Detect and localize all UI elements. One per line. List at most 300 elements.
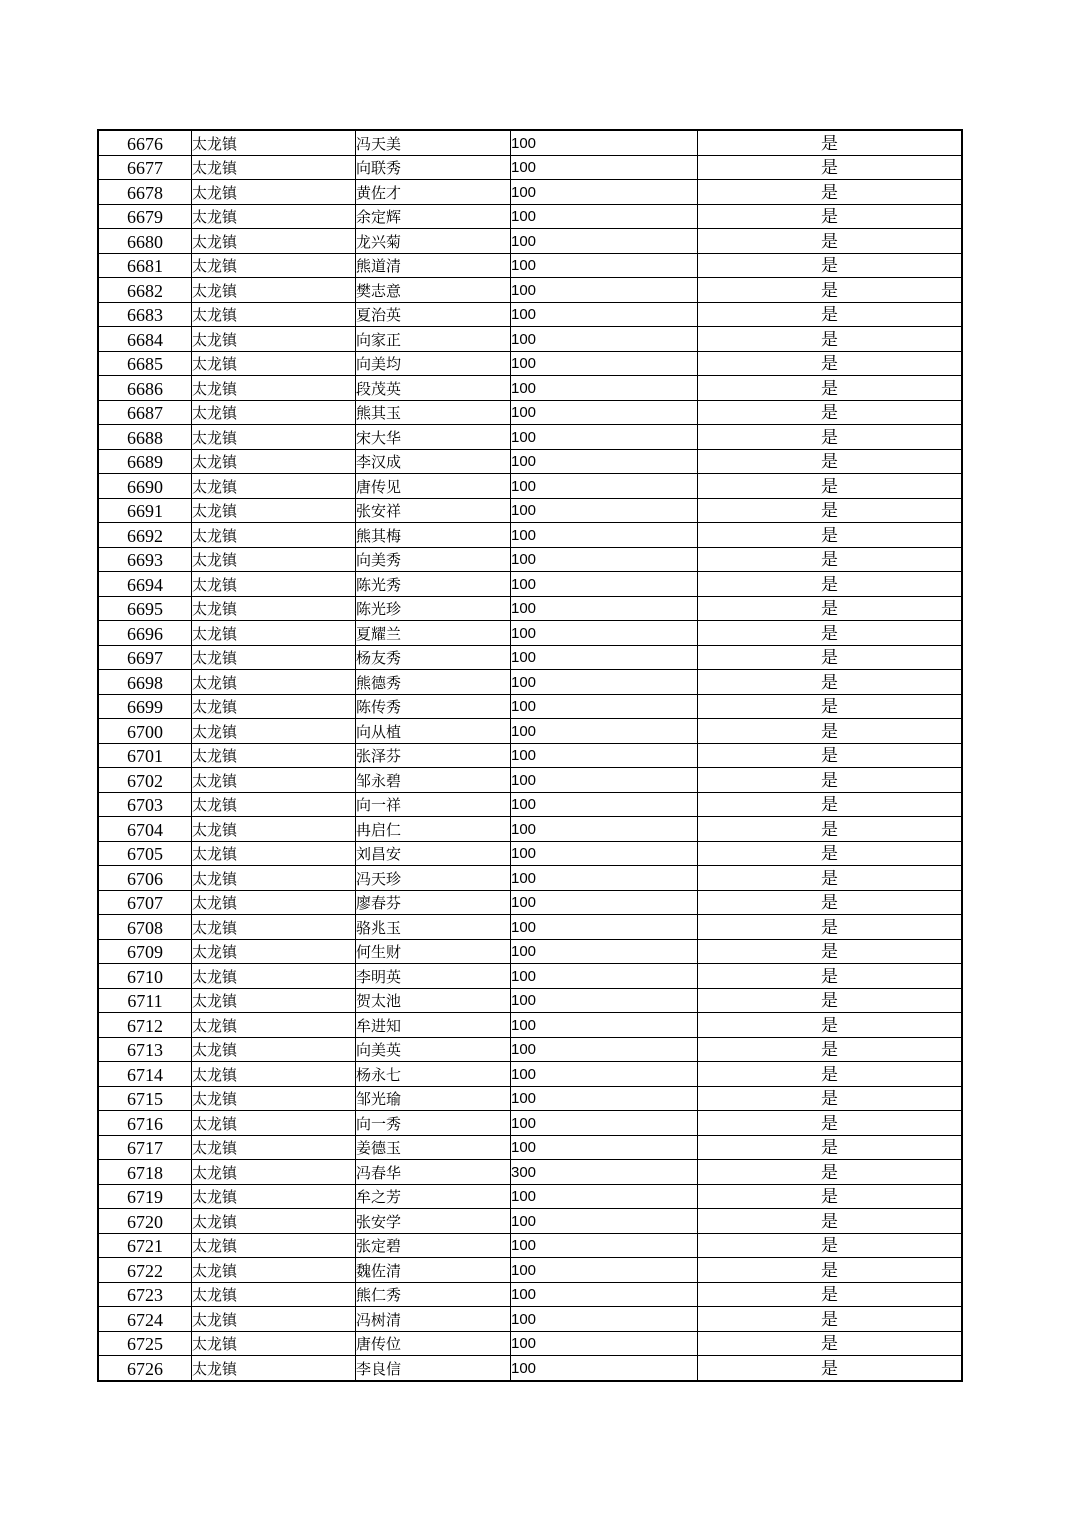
cell-serial-number: 6703 <box>98 792 192 817</box>
table-row <box>98 621 962 646</box>
cell-flag: 是 <box>698 523 963 548</box>
cell-flag: 是 <box>698 376 963 401</box>
cell-flag: 是 <box>698 694 963 719</box>
cell-person-name: 黄佐才 <box>356 180 511 205</box>
cell-flag: 是 <box>698 1160 963 1185</box>
cell-flag: 是 <box>698 1037 963 1062</box>
cell-flag: 是 <box>698 130 963 155</box>
cell-town: 太龙镇 <box>192 1037 356 1062</box>
cell-flag: 是 <box>698 866 963 891</box>
cell-town: 太龙镇 <box>192 1356 356 1381</box>
cell-flag: 是 <box>698 1184 963 1209</box>
cell-town: 太龙镇 <box>192 988 356 1013</box>
table-row <box>98 841 962 866</box>
cell-amount: 100 <box>511 155 698 180</box>
cell-flag: 是 <box>698 817 963 842</box>
cell-serial-number: 6723 <box>98 1282 192 1307</box>
cell-town: 太龙镇 <box>192 449 356 474</box>
cell-flag: 是 <box>698 278 963 303</box>
cell-serial-number: 6693 <box>98 547 192 572</box>
cell-town: 太龙镇 <box>192 1184 356 1209</box>
cell-serial-number: 6710 <box>98 964 192 989</box>
cell-person-name: 龙兴菊 <box>356 229 511 254</box>
cell-amount: 100 <box>511 596 698 621</box>
cell-town: 太龙镇 <box>192 768 356 793</box>
cell-amount: 100 <box>511 474 698 499</box>
cell-person-name: 骆兆玉 <box>356 915 511 940</box>
cell-flag: 是 <box>698 1209 963 1234</box>
table-row <box>98 498 962 523</box>
cell-town: 太龙镇 <box>192 670 356 695</box>
cell-person-name: 宋大华 <box>356 425 511 450</box>
cell-flag: 是 <box>698 474 963 499</box>
cell-amount: 100 <box>511 425 698 450</box>
cell-person-name: 夏治英 <box>356 302 511 327</box>
cell-serial-number: 6721 <box>98 1233 192 1258</box>
cell-flag: 是 <box>698 572 963 597</box>
cell-person-name: 熊仁秀 <box>356 1282 511 1307</box>
cell-flag: 是 <box>698 400 963 425</box>
cell-town: 太龙镇 <box>192 1086 356 1111</box>
table-row <box>98 792 962 817</box>
cell-amount: 300 <box>511 1160 698 1185</box>
cell-serial-number: 6699 <box>98 694 192 719</box>
cell-serial-number: 6682 <box>98 278 192 303</box>
table-row <box>98 523 962 548</box>
table-row <box>98 1356 962 1381</box>
cell-person-name: 向美英 <box>356 1037 511 1062</box>
cell-amount: 100 <box>511 1356 698 1381</box>
cell-serial-number: 6715 <box>98 1086 192 1111</box>
table-row <box>98 890 962 915</box>
cell-serial-number: 6713 <box>98 1037 192 1062</box>
cell-flag: 是 <box>698 768 963 793</box>
cell-serial-number: 6725 <box>98 1331 192 1356</box>
cell-amount: 100 <box>511 1013 698 1038</box>
cell-amount: 100 <box>511 253 698 278</box>
cell-town: 太龙镇 <box>192 792 356 817</box>
cell-person-name: 张定碧 <box>356 1233 511 1258</box>
cell-town: 太龙镇 <box>192 866 356 891</box>
table-row <box>98 1037 962 1062</box>
cell-serial-number: 6726 <box>98 1356 192 1381</box>
cell-flag: 是 <box>698 939 963 964</box>
cell-amount: 100 <box>511 376 698 401</box>
cell-town: 太龙镇 <box>192 229 356 254</box>
cell-person-name: 邹光瑜 <box>356 1086 511 1111</box>
cell-flag: 是 <box>698 890 963 915</box>
table-row <box>98 1135 962 1160</box>
cell-serial-number: 6680 <box>98 229 192 254</box>
table-row <box>98 694 962 719</box>
cell-town: 太龙镇 <box>192 964 356 989</box>
cell-flag: 是 <box>698 645 963 670</box>
table-row <box>98 915 962 940</box>
cell-person-name: 陈光珍 <box>356 596 511 621</box>
cell-town: 太龙镇 <box>192 180 356 205</box>
cell-person-name: 向一祥 <box>356 792 511 817</box>
cell-amount: 100 <box>511 1135 698 1160</box>
cell-town: 太龙镇 <box>192 915 356 940</box>
cell-flag: 是 <box>698 1086 963 1111</box>
cell-serial-number: 6677 <box>98 155 192 180</box>
cell-flag: 是 <box>698 1233 963 1258</box>
cell-town: 太龙镇 <box>192 841 356 866</box>
cell-serial-number: 6683 <box>98 302 192 327</box>
table-row <box>98 351 962 376</box>
cell-amount: 100 <box>511 964 698 989</box>
cell-person-name: 魏佐清 <box>356 1258 511 1283</box>
cell-flag: 是 <box>698 1111 963 1136</box>
cell-town: 太龙镇 <box>192 1209 356 1234</box>
cell-town: 太龙镇 <box>192 130 356 155</box>
table-row <box>98 964 962 989</box>
cell-amount: 100 <box>511 523 698 548</box>
cell-person-name: 贺太池 <box>356 988 511 1013</box>
cell-amount: 100 <box>511 719 698 744</box>
table-row <box>98 572 962 597</box>
cell-serial-number: 6709 <box>98 939 192 964</box>
table-row <box>98 743 962 768</box>
cell-serial-number: 6688 <box>98 425 192 450</box>
cell-serial-number: 6694 <box>98 572 192 597</box>
cell-amount: 100 <box>511 327 698 352</box>
cell-amount: 100 <box>511 645 698 670</box>
cell-serial-number: 6716 <box>98 1111 192 1136</box>
cell-person-name: 廖春芬 <box>356 890 511 915</box>
cell-serial-number: 6705 <box>98 841 192 866</box>
cell-town: 太龙镇 <box>192 376 356 401</box>
cell-amount: 100 <box>511 449 698 474</box>
table-row <box>98 449 962 474</box>
cell-amount: 100 <box>511 670 698 695</box>
cell-town: 太龙镇 <box>192 1062 356 1087</box>
cell-person-name: 向家正 <box>356 327 511 352</box>
cell-amount: 100 <box>511 1209 698 1234</box>
table-row <box>98 988 962 1013</box>
cell-flag: 是 <box>698 1013 963 1038</box>
table-row <box>98 768 962 793</box>
cell-town: 太龙镇 <box>192 1331 356 1356</box>
cell-person-name: 姜德玉 <box>356 1135 511 1160</box>
cell-amount: 100 <box>511 1331 698 1356</box>
cell-flag: 是 <box>698 988 963 1013</box>
cell-town: 太龙镇 <box>192 572 356 597</box>
cell-serial-number: 6724 <box>98 1307 192 1332</box>
cell-person-name: 夏耀兰 <box>356 621 511 646</box>
cell-amount: 100 <box>511 1282 698 1307</box>
cell-person-name: 张安祥 <box>356 498 511 523</box>
cell-person-name: 余定辉 <box>356 204 511 229</box>
cell-person-name: 唐传见 <box>356 474 511 499</box>
cell-town: 太龙镇 <box>192 155 356 180</box>
cell-serial-number: 6689 <box>98 449 192 474</box>
cell-flag: 是 <box>698 792 963 817</box>
cell-person-name: 冯春华 <box>356 1160 511 1185</box>
table-row <box>98 155 962 180</box>
cell-flag: 是 <box>698 670 963 695</box>
cell-person-name: 向联秀 <box>356 155 511 180</box>
table-row <box>98 645 962 670</box>
cell-serial-number: 6697 <box>98 645 192 670</box>
cell-town: 太龙镇 <box>192 498 356 523</box>
table-row <box>98 596 962 621</box>
cell-town: 太龙镇 <box>192 694 356 719</box>
cell-flag: 是 <box>698 498 963 523</box>
cell-amount: 100 <box>511 1062 698 1087</box>
table-row <box>98 425 962 450</box>
cell-town: 太龙镇 <box>192 817 356 842</box>
cell-person-name: 向美秀 <box>356 547 511 572</box>
cell-town: 太龙镇 <box>192 1111 356 1136</box>
cell-amount: 100 <box>511 743 698 768</box>
cell-person-name: 邹永碧 <box>356 768 511 793</box>
cell-person-name: 冯树清 <box>356 1307 511 1332</box>
cell-serial-number: 6686 <box>98 376 192 401</box>
cell-amount: 100 <box>511 621 698 646</box>
table-row <box>98 1307 962 1332</box>
cell-flag: 是 <box>698 621 963 646</box>
cell-person-name: 杨友秀 <box>356 645 511 670</box>
cell-flag: 是 <box>698 155 963 180</box>
cell-serial-number: 6711 <box>98 988 192 1013</box>
cell-serial-number: 6702 <box>98 768 192 793</box>
cell-town: 太龙镇 <box>192 327 356 352</box>
cell-flag: 是 <box>698 1356 963 1381</box>
cell-serial-number: 6707 <box>98 890 192 915</box>
cell-flag: 是 <box>698 253 963 278</box>
cell-amount: 100 <box>511 204 698 229</box>
cell-town: 太龙镇 <box>192 400 356 425</box>
cell-serial-number: 6719 <box>98 1184 192 1209</box>
cell-amount: 100 <box>511 694 698 719</box>
roster-table <box>97 129 963 1382</box>
cell-person-name: 李明英 <box>356 964 511 989</box>
cell-serial-number: 6695 <box>98 596 192 621</box>
table-row <box>98 327 962 352</box>
cell-town: 太龙镇 <box>192 1013 356 1038</box>
cell-amount: 100 <box>511 792 698 817</box>
table-row <box>98 670 962 695</box>
cell-person-name: 牟之芳 <box>356 1184 511 1209</box>
cell-amount: 100 <box>511 180 698 205</box>
cell-serial-number: 6698 <box>98 670 192 695</box>
cell-amount: 100 <box>511 130 698 155</box>
table-row <box>98 302 962 327</box>
cell-town: 太龙镇 <box>192 278 356 303</box>
cell-town: 太龙镇 <box>192 425 356 450</box>
cell-person-name: 刘昌安 <box>356 841 511 866</box>
table-row <box>98 474 962 499</box>
cell-person-name: 熊其玉 <box>356 400 511 425</box>
cell-person-name: 何生财 <box>356 939 511 964</box>
table-row <box>98 719 962 744</box>
cell-serial-number: 6690 <box>98 474 192 499</box>
cell-person-name: 唐传位 <box>356 1331 511 1356</box>
cell-town: 太龙镇 <box>192 302 356 327</box>
cell-amount: 100 <box>511 939 698 964</box>
cell-serial-number: 6687 <box>98 400 192 425</box>
cell-person-name: 李良信 <box>356 1356 511 1381</box>
cell-serial-number: 6720 <box>98 1209 192 1234</box>
table-row <box>98 1160 962 1185</box>
table-row <box>98 866 962 891</box>
cell-serial-number: 6712 <box>98 1013 192 1038</box>
cell-town: 太龙镇 <box>192 351 356 376</box>
cell-amount: 100 <box>511 498 698 523</box>
cell-flag: 是 <box>698 1282 963 1307</box>
cell-serial-number: 6708 <box>98 915 192 940</box>
cell-person-name: 陈传秀 <box>356 694 511 719</box>
cell-town: 太龙镇 <box>192 1233 356 1258</box>
cell-amount: 100 <box>511 351 698 376</box>
cell-person-name: 冯天美 <box>356 130 511 155</box>
cell-person-name: 陈光秀 <box>356 572 511 597</box>
cell-flag: 是 <box>698 1307 963 1332</box>
table-row <box>98 1209 962 1234</box>
cell-serial-number: 6717 <box>98 1135 192 1160</box>
cell-serial-number: 6722 <box>98 1258 192 1283</box>
table-row <box>98 376 962 401</box>
table-row <box>98 1062 962 1087</box>
cell-amount: 100 <box>511 1111 698 1136</box>
cell-flag: 是 <box>698 964 963 989</box>
table-row <box>98 278 962 303</box>
table-row <box>98 1282 962 1307</box>
cell-serial-number: 6701 <box>98 743 192 768</box>
cell-person-name: 杨永七 <box>356 1062 511 1087</box>
cell-flag: 是 <box>698 1062 963 1087</box>
cell-flag: 是 <box>698 180 963 205</box>
cell-amount: 100 <box>511 1184 698 1209</box>
cell-amount: 100 <box>511 302 698 327</box>
cell-serial-number: 6718 <box>98 1160 192 1185</box>
cell-amount: 100 <box>511 1258 698 1283</box>
table-row <box>98 1184 962 1209</box>
cell-amount: 100 <box>511 817 698 842</box>
cell-flag: 是 <box>698 449 963 474</box>
cell-amount: 100 <box>511 400 698 425</box>
cell-town: 太龙镇 <box>192 523 356 548</box>
cell-person-name: 向一秀 <box>356 1111 511 1136</box>
cell-town: 太龙镇 <box>192 1282 356 1307</box>
cell-amount: 100 <box>511 988 698 1013</box>
cell-town: 太龙镇 <box>192 743 356 768</box>
table-row <box>98 204 962 229</box>
cell-flag: 是 <box>698 1258 963 1283</box>
cell-amount: 100 <box>511 1037 698 1062</box>
cell-serial-number: 6684 <box>98 327 192 352</box>
cell-amount: 100 <box>511 1307 698 1332</box>
cell-person-name: 熊德秀 <box>356 670 511 695</box>
cell-serial-number: 6679 <box>98 204 192 229</box>
cell-town: 太龙镇 <box>192 1135 356 1160</box>
table-row <box>98 130 962 155</box>
table-row <box>98 1086 962 1111</box>
cell-person-name: 熊道清 <box>356 253 511 278</box>
cell-flag: 是 <box>698 351 963 376</box>
table-row <box>98 253 962 278</box>
cell-person-name: 向美均 <box>356 351 511 376</box>
cell-serial-number: 6676 <box>98 130 192 155</box>
cell-town: 太龙镇 <box>192 1307 356 1332</box>
table-row <box>98 1111 962 1136</box>
table-row <box>98 229 962 254</box>
cell-serial-number: 6691 <box>98 498 192 523</box>
cell-flag: 是 <box>698 302 963 327</box>
cell-person-name: 樊志意 <box>356 278 511 303</box>
cell-amount: 100 <box>511 915 698 940</box>
cell-town: 太龙镇 <box>192 1160 356 1185</box>
cell-serial-number: 6692 <box>98 523 192 548</box>
cell-flag: 是 <box>698 547 963 572</box>
cell-flag: 是 <box>698 327 963 352</box>
cell-person-name: 段茂英 <box>356 376 511 401</box>
cell-town: 太龙镇 <box>192 939 356 964</box>
cell-flag: 是 <box>698 743 963 768</box>
cell-amount: 100 <box>511 1233 698 1258</box>
cell-amount: 100 <box>511 1086 698 1111</box>
cell-amount: 100 <box>511 278 698 303</box>
cell-amount: 100 <box>511 768 698 793</box>
cell-amount: 100 <box>511 572 698 597</box>
cell-flag: 是 <box>698 596 963 621</box>
table-row <box>98 1013 962 1038</box>
cell-town: 太龙镇 <box>192 719 356 744</box>
cell-person-name: 牟进知 <box>356 1013 511 1038</box>
cell-town: 太龙镇 <box>192 890 356 915</box>
table-row <box>98 180 962 205</box>
cell-amount: 100 <box>511 841 698 866</box>
cell-person-name: 向从植 <box>356 719 511 744</box>
cell-town: 太龙镇 <box>192 204 356 229</box>
cell-town: 太龙镇 <box>192 621 356 646</box>
cell-flag: 是 <box>698 229 963 254</box>
table-row <box>98 1258 962 1283</box>
cell-person-name: 张泽芬 <box>356 743 511 768</box>
cell-amount: 100 <box>511 229 698 254</box>
cell-person-name: 李汉成 <box>356 449 511 474</box>
cell-town: 太龙镇 <box>192 645 356 670</box>
table-row <box>98 817 962 842</box>
cell-serial-number: 6700 <box>98 719 192 744</box>
cell-flag: 是 <box>698 1331 963 1356</box>
table-row <box>98 400 962 425</box>
cell-flag: 是 <box>698 915 963 940</box>
cell-serial-number: 6678 <box>98 180 192 205</box>
cell-town: 太龙镇 <box>192 547 356 572</box>
cell-town: 太龙镇 <box>192 253 356 278</box>
roster-body <box>98 130 962 1381</box>
cell-amount: 100 <box>511 547 698 572</box>
cell-person-name: 熊其梅 <box>356 523 511 548</box>
cell-person-name: 冯天珍 <box>356 866 511 891</box>
cell-person-name: 冉启仁 <box>356 817 511 842</box>
cell-person-name: 张安学 <box>356 1209 511 1234</box>
cell-serial-number: 6685 <box>98 351 192 376</box>
cell-flag: 是 <box>698 1135 963 1160</box>
cell-town: 太龙镇 <box>192 474 356 499</box>
table-row <box>98 1233 962 1258</box>
cell-serial-number: 6706 <box>98 866 192 891</box>
cell-serial-number: 6696 <box>98 621 192 646</box>
cell-serial-number: 6714 <box>98 1062 192 1087</box>
cell-amount: 100 <box>511 866 698 891</box>
cell-flag: 是 <box>698 841 963 866</box>
cell-town: 太龙镇 <box>192 1258 356 1283</box>
cell-amount: 100 <box>511 890 698 915</box>
cell-serial-number: 6681 <box>98 253 192 278</box>
